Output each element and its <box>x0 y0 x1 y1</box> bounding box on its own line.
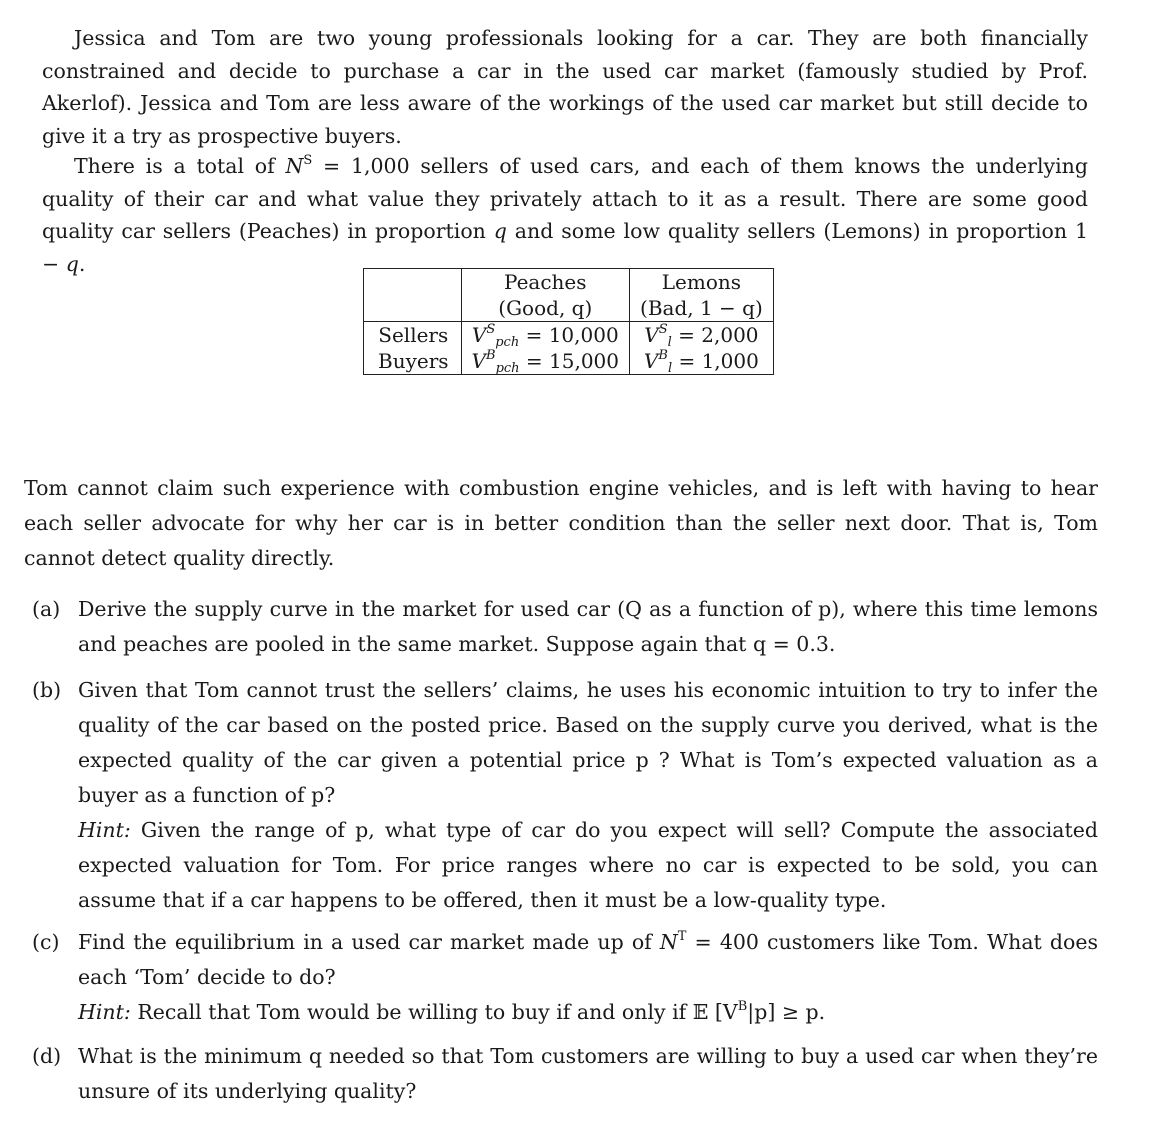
question-b-text: Given that Tom cannot trust the sellers’ claims, he uses his economic intuition to try to infer the quality of the car based on the posted price. Based on the supply curve you derived, what is the expected quality of the car given a potential price p ? What is Tom’s expected valuation as a buyer as a function of p? <box>78 678 1098 807</box>
question-c-text <box>78 925 1098 995</box>
cell-buyer-lemon <box>630 348 774 375</box>
tom-paragraph: Tom cannot claim such experience with combustion engine vehicles, and is left with having to hear each seller advocate for why her car is in better condition than the seller next door. That is, Tom cannot detect quality directly. <box>24 476 1098 570</box>
col-lemons-sub: (Bad, 1 − q) <box>630 295 774 322</box>
var-N: N <box>285 154 304 178</box>
buyer-lemon-value: = 1,000 <box>678 349 759 373</box>
hint-label: Hint: <box>78 1000 131 1024</box>
buyer-peach-value: = 15,000 <box>525 349 620 373</box>
cell-seller-lemon <box>630 322 774 349</box>
question-b-hint <box>78 813 1098 918</box>
qc-text-after: = 400 customers like Tom. What does each ‘Tom’ decide to do? <box>78 930 1098 989</box>
col-peaches-title: Peaches <box>461 269 629 296</box>
hint-text: Given the range of p, what type of car do you expect will sell? Compute the associated expected valuation for Tom. For price ranges where no car is expected to be sold, you can assume that if a car happens to be offered, then it must be a low-quality type. <box>78 818 1098 912</box>
sellers-paragraph <box>42 150 1088 280</box>
seller-peach-value: = 10,000 <box>525 323 619 347</box>
sym-V: V <box>643 349 659 373</box>
sym-sub-pch: pch <box>495 361 520 376</box>
var-N: N <box>659 930 678 954</box>
sym-sub-pch: pch <box>495 335 520 350</box>
question-a-text: Derive the supply curve in the market for used car (Q as a function of p), where this time lemons and peaches are pooled in the same market. Suppose again that q = 0.3. <box>78 597 1098 656</box>
sym-sub-l: l <box>667 361 673 376</box>
sellers-text-end: . <box>78 251 86 276</box>
seller-lemon-value: = 2,000 <box>678 323 759 347</box>
sym-sub-l: l <box>667 335 672 350</box>
question-b-label: (b) <box>32 678 62 702</box>
col-peaches-sub: (Good, q) <box>461 295 629 322</box>
sup-T: T <box>677 929 687 944</box>
hint-label: Hint: <box>78 818 131 842</box>
table-corner-2 <box>364 295 462 322</box>
sym-sup-B: B <box>486 348 496 363</box>
cell-buyer-peach <box>461 348 629 375</box>
valuation-table <box>363 268 774 375</box>
table-corner <box>364 269 462 296</box>
question-d-label: (d) <box>32 1044 62 1068</box>
sym-sup-S: S <box>658 322 668 337</box>
question-c-hint <box>78 995 1098 1030</box>
question-c-label: (c) <box>32 930 60 954</box>
sellers-text-after: = 1,000 sellers of used cars, and each of them knows the underlying quality of their car and what value they privately attach to it as a result. There are some good quality car sellers (Peaches) in proportion <box>42 154 1088 243</box>
qc-text-before: Find the equilibrium in a used car market made up of <box>78 930 660 954</box>
question-a <box>24 592 1098 662</box>
question-d <box>24 1039 1098 1109</box>
sym-sup-B: B <box>658 348 668 363</box>
question-c <box>24 925 1098 1030</box>
hint-text: Recall that Tom would be willing to buy if and only if 𝔼 [V <box>130 1000 738 1024</box>
cell-seller-peach <box>461 322 629 349</box>
row-sellers-label: Sellers <box>364 322 462 349</box>
var-q-2: q <box>65 251 79 276</box>
intro-paragraph <box>42 22 1088 152</box>
sym-V: V <box>471 349 486 373</box>
sym-V: V <box>471 323 487 347</box>
var-q: q <box>493 219 507 243</box>
sym-V: V <box>644 323 659 347</box>
hint-text-end: |p] ≥ p. <box>747 1000 826 1024</box>
question-b <box>24 673 1098 918</box>
intro-text: Jessica and Tom are two young professionals looking for a car. They are both financially constrained and decide to purchase a car in the used car market (famously studied by Prof. Akerlof). Jessica and Tom are less aware of the workings of the used car market but still decide to give it a try as prospective buyers. <box>42 26 1088 148</box>
question-d-text: What is the minimum q needed so that Tom customers are willing to buy a used car when they’re unsure of its underlying quality? <box>78 1044 1098 1103</box>
question-a-label: (a) <box>32 597 61 621</box>
sellers-text-before: There is a total of <box>74 154 286 178</box>
sym-sup-S: S <box>486 322 496 337</box>
sup-S: S <box>303 153 313 168</box>
col-lemons-title: Lemons <box>630 269 774 296</box>
sellers-text-middle: and some low quality sellers (Lemons) in proportion 1 − <box>42 219 1088 276</box>
hint-sup-B: B <box>737 999 748 1014</box>
row-buyers-label: Buyers <box>364 348 462 375</box>
